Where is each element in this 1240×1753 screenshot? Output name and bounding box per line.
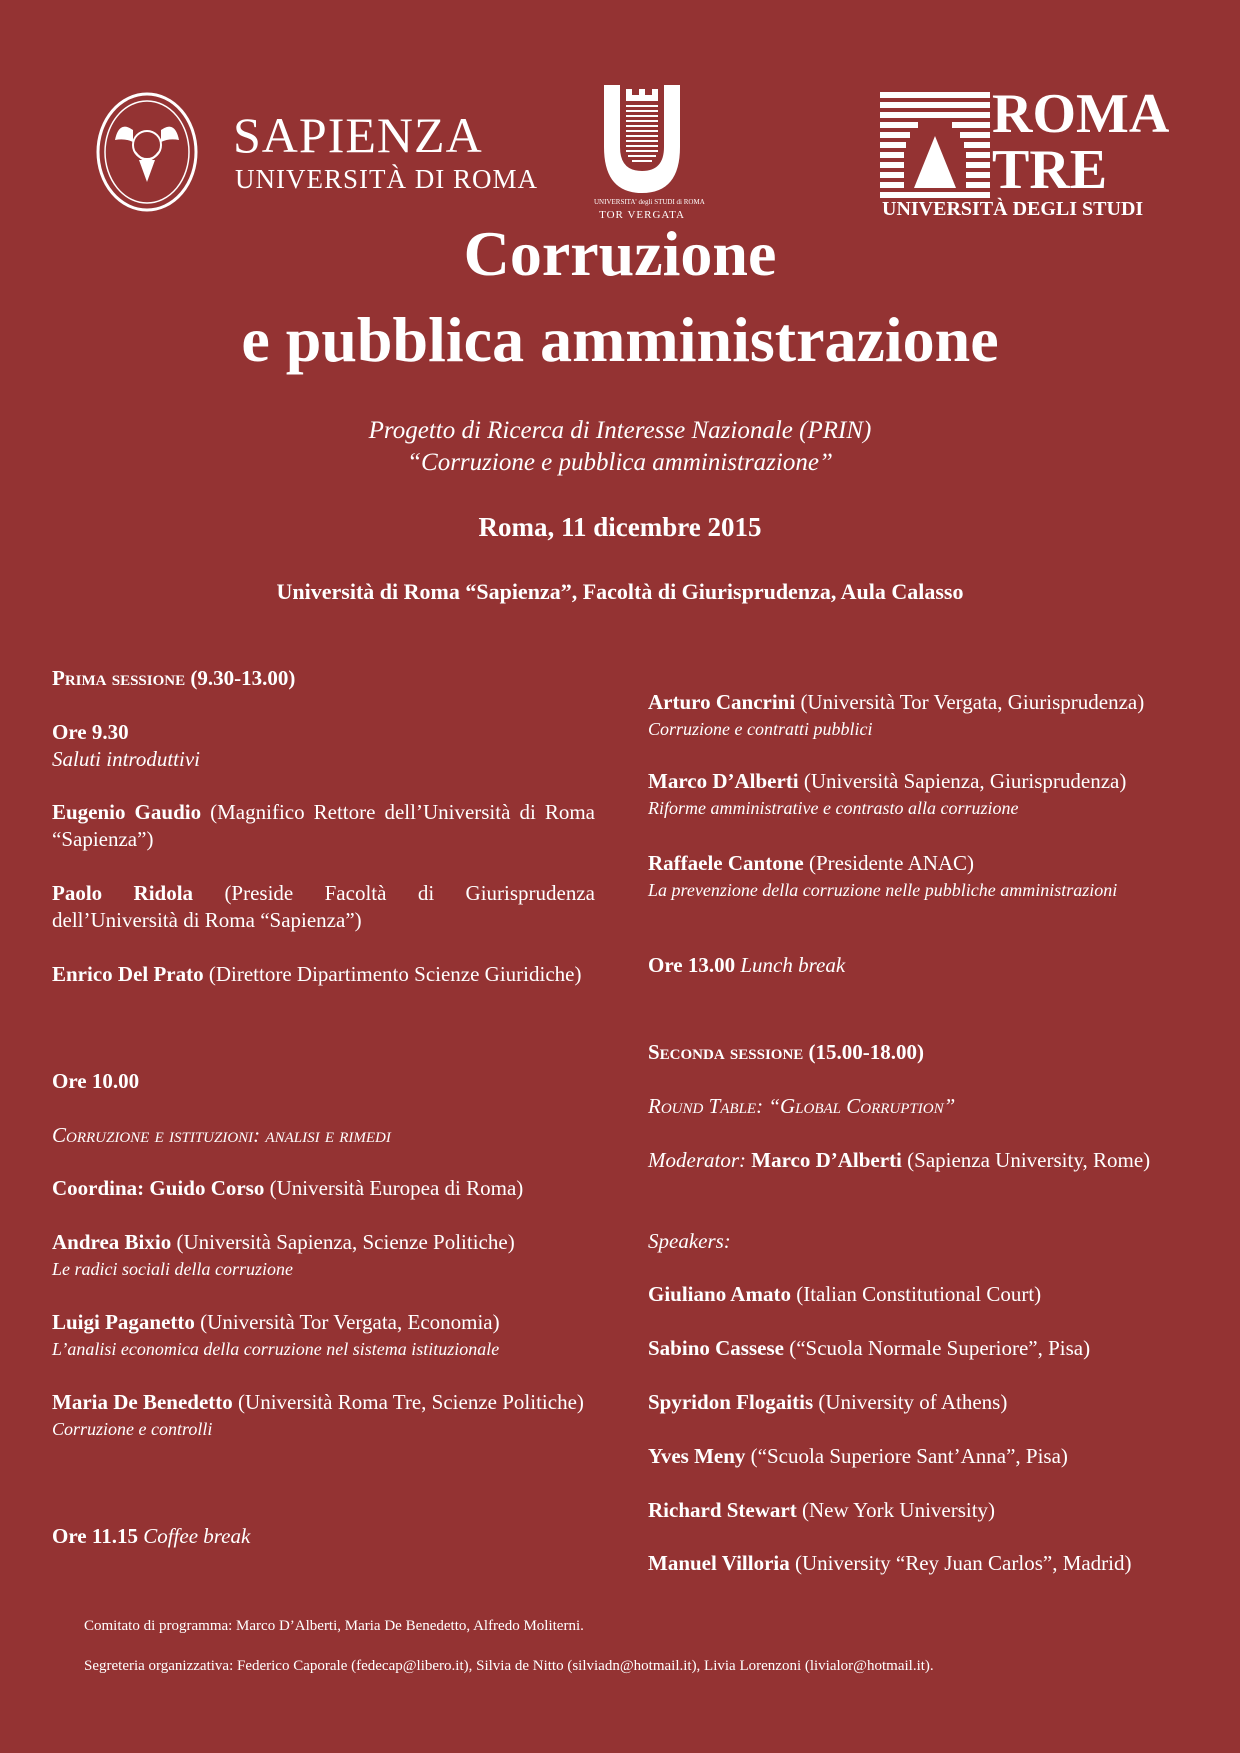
ore-9-30: Ore 9.30 xyxy=(52,720,129,744)
speaker-villoria xyxy=(648,1550,1191,1577)
speaker-name: Manuel Villoria xyxy=(648,1551,790,1575)
event-venue: Università di Roma “Sapienza”, Facoltà di Giurisprudenza, Aula Calasso xyxy=(276,579,964,604)
speaker-aff: (Università Tor Vergata, Giurisprudenza) xyxy=(795,690,1145,714)
welcome-gaudio xyxy=(52,799,595,853)
speaker-role: (Preside Facoltà di Giurisprudenza dell’Università di Roma “Sapienza”) xyxy=(52,881,595,932)
speaker-name: Yves Meny xyxy=(648,1444,746,1468)
speaker-aff: (Università Sapienza, Giurisprudenza) xyxy=(798,769,1127,793)
welcome-delprato xyxy=(52,961,595,988)
lunch-label: Lunch break xyxy=(740,953,846,977)
lunch-time: Ore 13.00 xyxy=(648,953,736,977)
talk-dalberti xyxy=(648,768,1191,821)
romatre-subtitle: UNIVERSITÀ DEGLI STUDI xyxy=(882,198,1144,220)
left-column xyxy=(52,0,595,1753)
speaker-name: Maria De Benedetto xyxy=(52,1390,233,1414)
speaker-aff: (Presidente ANAC) xyxy=(803,851,975,875)
speaker-cassese xyxy=(648,1335,1191,1362)
welcome-ridola xyxy=(52,880,595,934)
speaker-aff: (“Scuola Superiore Sant’Anna”, Pisa) xyxy=(745,1444,1068,1468)
round-table-title: Round Table: “Global Corruption” xyxy=(648,1094,956,1118)
event-date: Roma, 11 dicembre 2015 xyxy=(478,512,762,542)
speaker-name: Enrico Del Prato xyxy=(52,962,204,986)
speaker-name: Eugenio Gaudio xyxy=(52,800,202,824)
speaker-name: Richard Stewart xyxy=(648,1498,797,1522)
coordinator-aff: (Università Europea di Roma) xyxy=(264,1176,524,1200)
speaker-aff: (Università Sapienza, Scienze Politiche) xyxy=(171,1230,515,1254)
talk-topic: Corruzione e contratti pubblici xyxy=(648,719,873,739)
speaker-aff: (New York University) xyxy=(796,1498,996,1522)
speaker-name: Sabino Cassese xyxy=(648,1336,784,1360)
talk-topic: La prevenzione della corruzione nelle pubbliche amministrazioni xyxy=(648,880,1118,900)
moderator-label: Moderator: xyxy=(648,1148,746,1172)
moderator xyxy=(648,1147,1191,1174)
torvergata-small-text: UNIVERSITA' degli STUDI di ROMA xyxy=(594,198,705,206)
speaker-amato xyxy=(648,1281,1191,1308)
session-1-title: Prima sessione (9.30-13.00) xyxy=(52,666,296,690)
talk-topic: L’analisi economica della corruzione nel sistema istituzionale xyxy=(52,1339,500,1359)
speakers-label: Speakers: xyxy=(648,1229,731,1253)
page-title-line2: e pubblica amministrazione xyxy=(241,304,999,375)
talk-topic: Le radici sociali della corruzione xyxy=(52,1259,293,1279)
talk-bixio xyxy=(52,1229,595,1282)
speaker-role: (Direttore Dipartimento Scienze Giuridiche) xyxy=(203,962,582,986)
program-committee: Comitato di programma: Marco D’Alberti, Maria De Benedetto, Alfredo Moliterni. xyxy=(84,1618,584,1634)
talk-topic: Riforme amministrative e contrasto alla corruzione xyxy=(648,798,1019,818)
coordinator-name: Coordina: Guido Corso xyxy=(52,1176,265,1200)
speaker-name: Raffaele Cantone xyxy=(648,851,804,875)
speaker-name: Luigi Paganetto xyxy=(52,1310,195,1334)
lunch-break xyxy=(648,952,1191,979)
speaker-name: Paolo Ridola xyxy=(52,881,194,905)
speaker-aff: (Italian Constitutional Court) xyxy=(790,1282,1042,1306)
talk-cancrini xyxy=(648,689,1191,742)
talk-cantone xyxy=(648,850,1191,903)
torvergata-name: TOR VERGATA xyxy=(599,209,685,221)
speaker-aff: (Università Tor Vergata, Economia) xyxy=(194,1310,500,1334)
page-title-line1: Corruzione xyxy=(463,218,777,289)
speaker-stewart xyxy=(648,1497,1191,1524)
speaker-aff: (Università Roma Tre, Scienze Politiche) xyxy=(232,1390,584,1414)
speaker-aff: (“Scuola Normale Superiore”, Pisa) xyxy=(783,1336,1091,1360)
speaker-name: Giuliano Amato xyxy=(648,1282,791,1306)
coffee-break xyxy=(52,1523,595,1550)
speaker-name: Spyridon Flogaitis xyxy=(648,1390,814,1414)
ore-10-00: Ore 10.00 xyxy=(52,1069,140,1093)
sapienza-name: SAPIENZA xyxy=(233,107,483,163)
sapienza-subtitle: UNIVERSITÀ DI ROMA xyxy=(235,164,538,194)
session-2-title: Seconda sessione (15.00-18.00) xyxy=(648,1040,925,1064)
break-time: Ore 11.15 xyxy=(52,1524,138,1548)
speaker-meny xyxy=(648,1443,1191,1470)
moderator-aff: (Sapienza University, Rome) xyxy=(901,1148,1151,1172)
romatre-tre: TRE xyxy=(992,139,1108,201)
talk-topic: Corruzione e controlli xyxy=(52,1419,213,1439)
romatre-roma: ROMA xyxy=(992,83,1170,145)
speaker-name: Arturo Cancrini xyxy=(648,690,796,714)
coordinator xyxy=(52,1175,595,1202)
break-label: Coffee break xyxy=(143,1524,251,1548)
prin-line2: “Corruzione e pubblica amministrazione” xyxy=(407,449,833,476)
speaker-role: (Magnifico Rettore dell’Università di Roma “Sapienza”) xyxy=(52,800,595,851)
speaker-aff: (University of Athens) xyxy=(813,1390,1008,1414)
talk-paganetto xyxy=(52,1309,595,1362)
saluti-label: Saluti introduttivi xyxy=(52,747,200,771)
organizing-secretariat: Segreteria organizzativa: Federico Caporale (fedecap@libero.it), Silvia de Nitto (silviadn@hotmail.it), Livia Lorenzoni (livialor@hotmail.it). xyxy=(84,1658,934,1674)
moderator-name: Marco D’Alberti xyxy=(751,1148,902,1172)
speaker-aff: (University “Rey Juan Carlos”, Madrid) xyxy=(789,1551,1132,1575)
speaker-name: Andrea Bixio xyxy=(52,1230,172,1254)
talk-debenedetto xyxy=(52,1389,595,1442)
speaker-name: Marco D’Alberti xyxy=(648,769,799,793)
speaker-flogaitis xyxy=(648,1389,1191,1416)
prin-line1: Progetto di Ricerca di Interesse Nazionale (PRIN) xyxy=(368,417,872,444)
panel-title: Corruzione e istituzioni: analisi e rimedi xyxy=(52,1123,391,1147)
right-column xyxy=(648,0,1191,1753)
